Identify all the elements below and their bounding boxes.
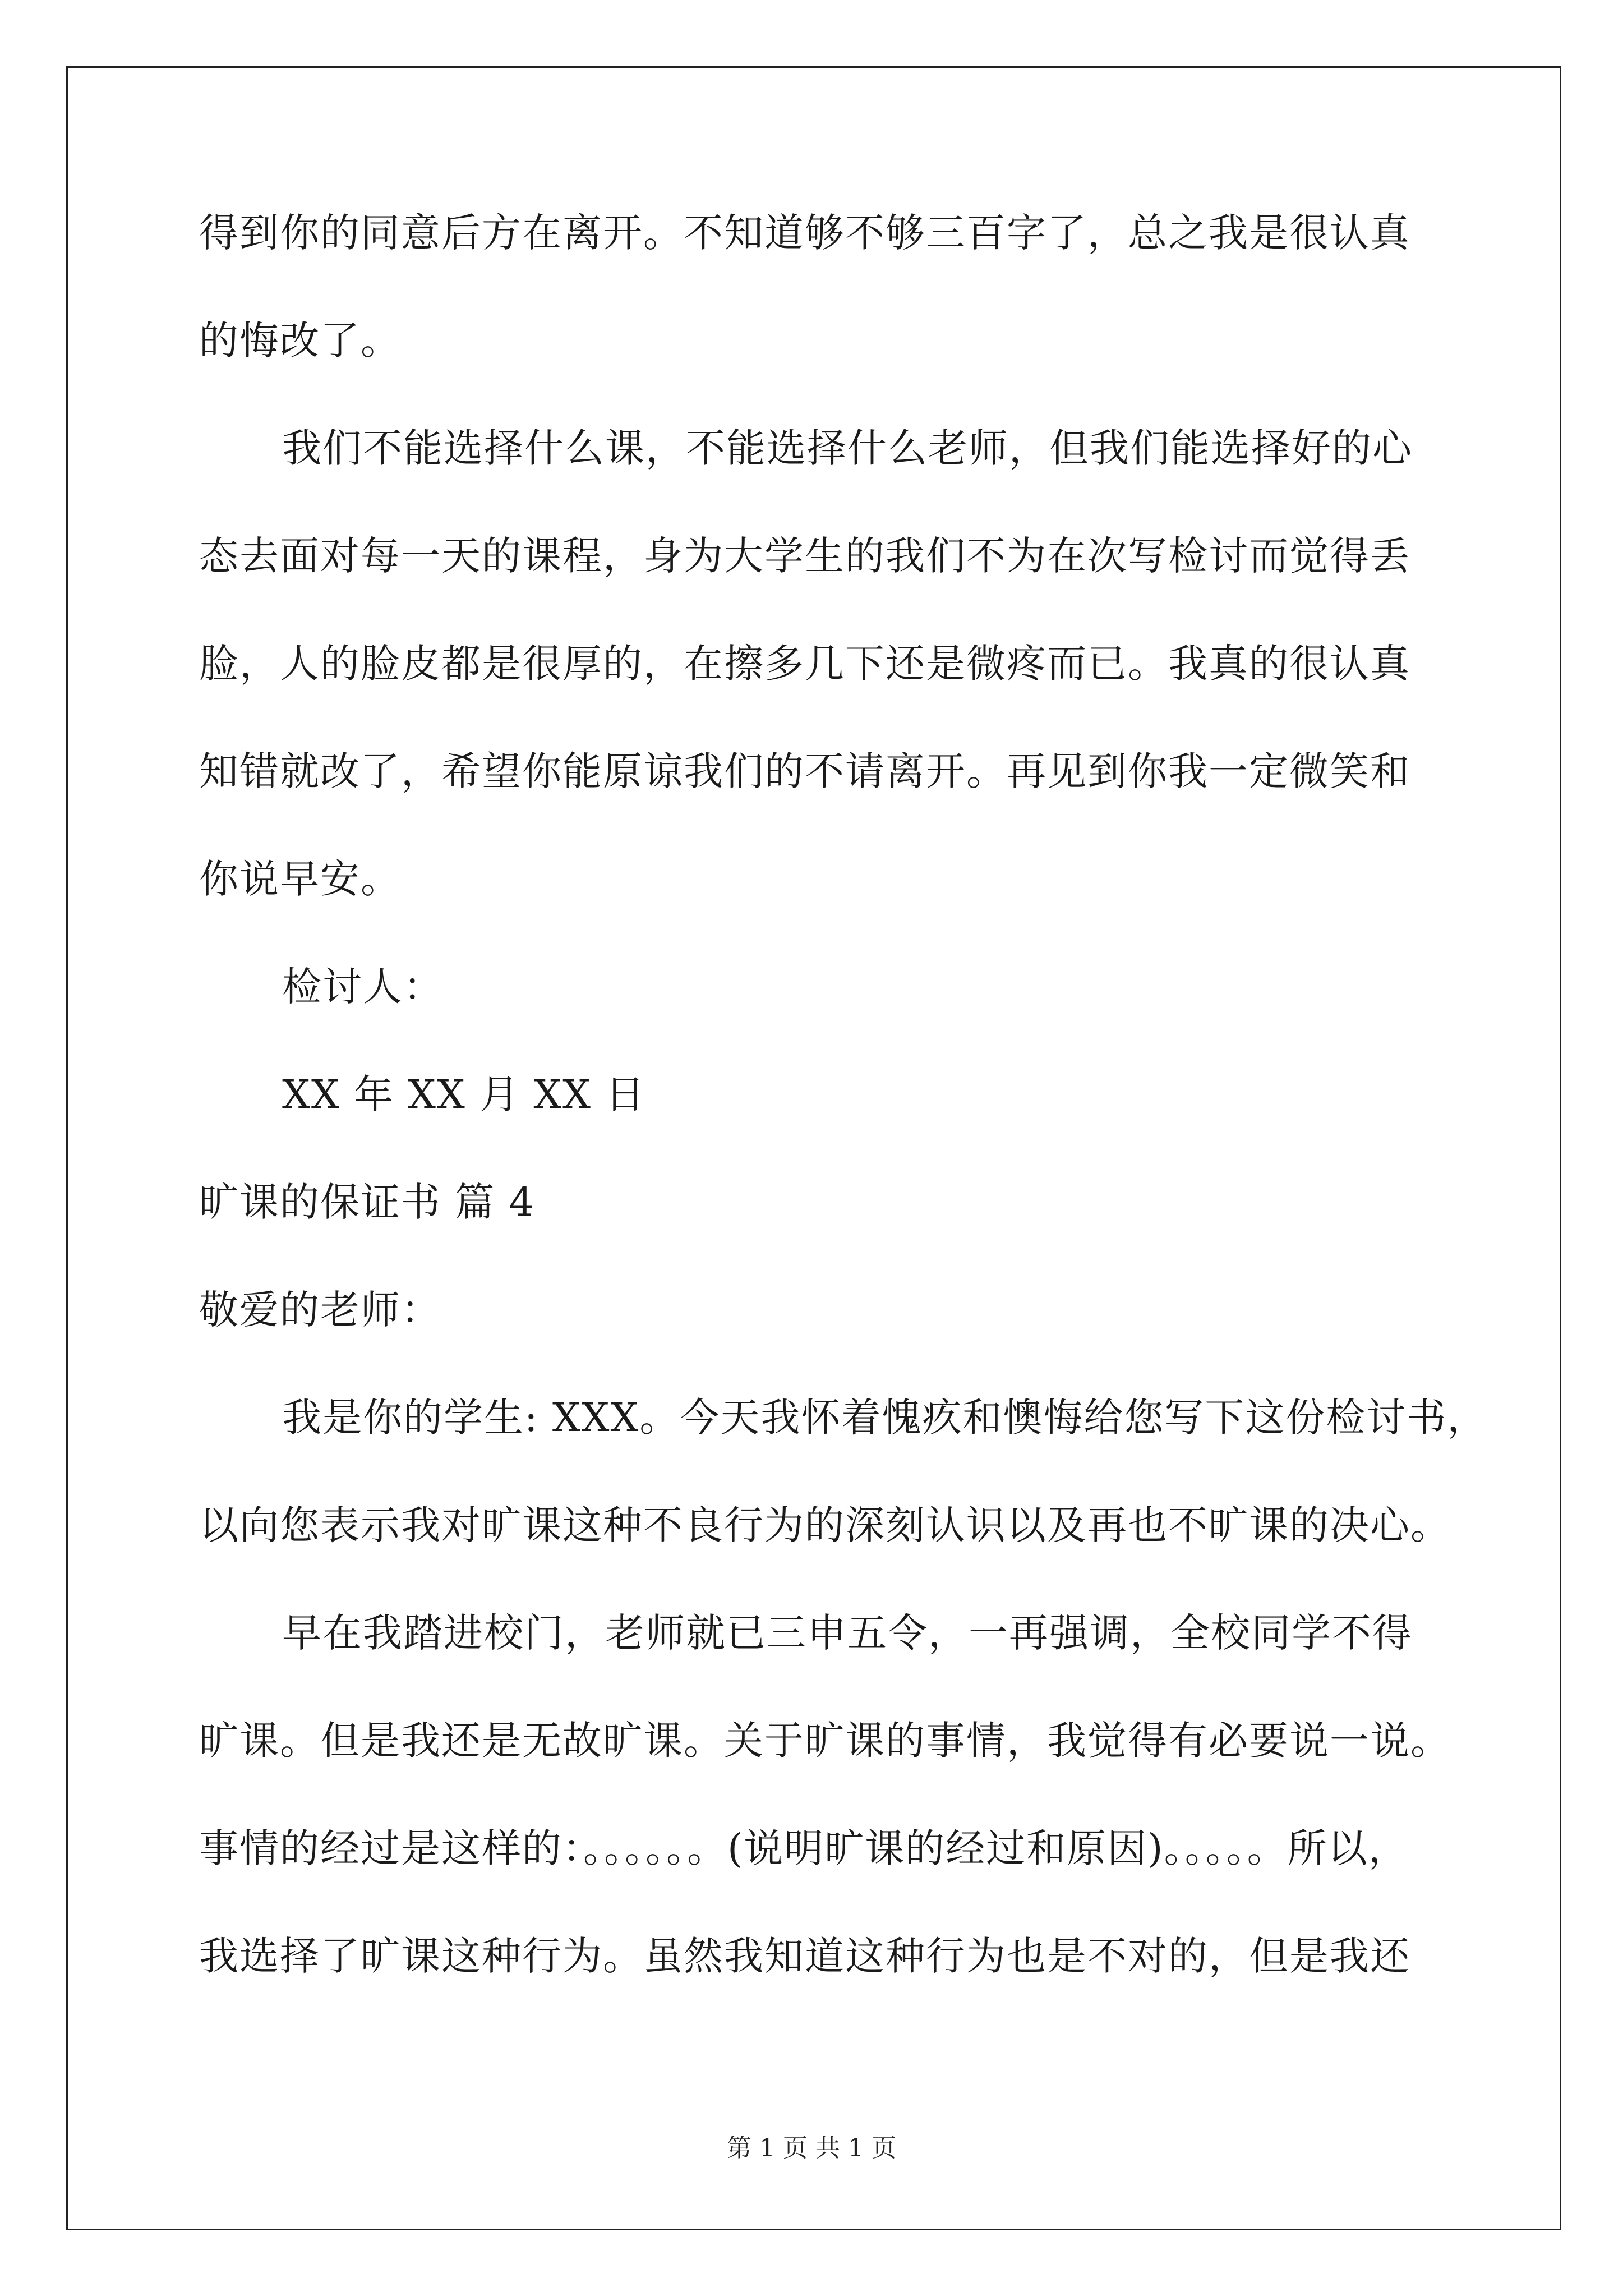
text-line-5: 脸，人的脸皮都是很厚的，在擦多几下还是微疼而已。我真的很认真 [199,641,1410,687]
page-footer: 第 1 页 共 1 页 [727,2134,896,2162]
section-title: 旷课的保证书 篇 4 [199,1179,536,1225]
salutation: 敬爱的老师： [199,1287,441,1333]
text-line-15: 旷课。但是我还是无故旷课。关于旷课的事情，我觉得有必要说一说。 [199,1718,1451,1764]
text-line-13: 以向您表示我对旷课这种不良行为的深刻认识以及再也不旷课的决心。 [199,1502,1451,1548]
text-line-4: 态去面对每一天的课程，身为大学生的我们不为在次写检讨而觉得丢 [199,533,1410,579]
text-line-1: 得到你的同意后方在离开。不知道够不够三百字了，总之我是很认真 [199,210,1410,256]
document-body [199,210,1488,2044]
text-line-6: 知错就改了，希望你能原谅我们的不请离开。再见到你我一定微笑和 [199,748,1410,794]
text-line-14: 早在我踏进校门，老师就已三申五令，一再强调，全校同学不得 [282,1610,1413,1656]
text-line-17: 我选择了旷课这种行为。虽然我知道这种行为也是不对的，但是我还 [199,1933,1410,1979]
signature-date: XX 年 XX 月 XX 日 [282,1071,646,1117]
text-line-12: 我是你的学生: XXX。今天我怀着愧疚和懊悔给您写下这份检讨书， [282,1395,1488,1441]
text-line-16: 事情的经过是这样的：。。。。。。(说明旷课的经过和原因)。。。。。所以， [199,1825,1409,1871]
text-line-3: 我们不能选择什么课，不能选择什么老师，但我们能选择好的心 [282,425,1413,471]
signature-label: 检讨人： [282,964,444,1010]
text-line-2: 的悔改了。 [199,318,401,364]
text-line-7: 你说早安。 [199,856,401,902]
